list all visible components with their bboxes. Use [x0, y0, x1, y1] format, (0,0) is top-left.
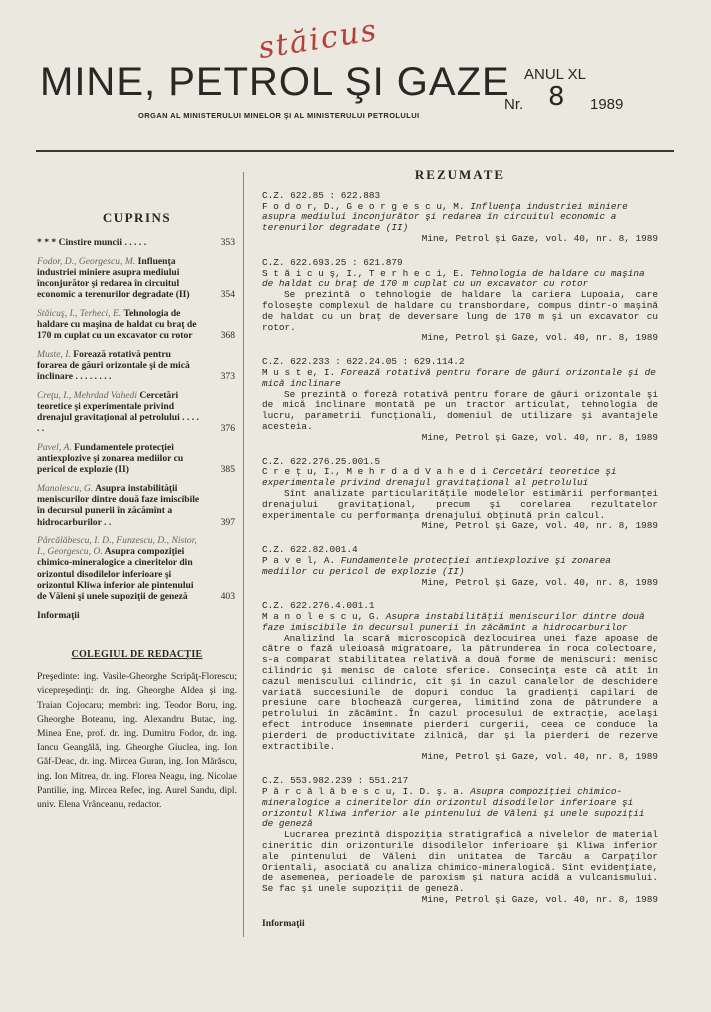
toc-item: [37, 483, 237, 528]
abstract-title: Influenţa industriei miniere asupra mediului înconjurător şi redarea în circuitul economic a terenurilor degradate (II): [262, 200, 628, 234]
right-column: [262, 167, 658, 930]
toc-title: Tehnologia de haldare cu maşina de haldat cu braţ de 170 m cuplat cu un excavator cu rotor: [37, 307, 197, 342]
abstract-summary: Se prezintă o foreză rotativă pentru forare de găuri orizontale şi de mică înclinare montată pe un tractor articulat, tehnologia de lucru, parametrii funcţionali, domeniul de utilizare şi avantajele acesteia.: [262, 388, 658, 432]
abstract-reference: Mine, Petrol şi Gaze, vol. 40, nr. 8, 1989: [421, 751, 658, 763]
toc-title: Asupra compoziţiei chimico-mineralogice a cineritelor din orizontul disodilelor inferioare şi orizontul Kliwa inferior ale pintenului de Văleni şi unele supoziţii de geneză: [37, 546, 194, 603]
informatii-label: Informaţii: [262, 917, 305, 929]
toc-author: Pârcălăbescu, I. D., Funzescu, D., Nistor, I., Georgescu, O.: [37, 534, 197, 558]
toc-title: Fundamentele protecţiei antiexplozive şi zonarea mediilor cu pericol de explozie (II): [37, 441, 184, 476]
toc-author: Pavel, A.: [37, 441, 72, 453]
toc-page: 368: [220, 330, 235, 342]
abstract-authors: C r e ţ u, I., M e h r d a d V a h e d i: [262, 466, 488, 478]
toc-page: 373: [220, 371, 235, 383]
abstracts-list: [262, 191, 658, 906]
abstract-entry: [262, 258, 658, 344]
toc-author: Stăicuş, I., Terheci, E.: [37, 307, 122, 319]
toc-page: 353: [220, 237, 235, 249]
abstract-summary: Analizînd la scară microscopică dezlocuirea unei faze apoase de către o fază uleioasă migratoare, la pătrunderea în roca colectoare, s-a comparat stabilitatea relativă a două forme de meniscuri: menisc cilindric şi menisc de calote sferice. Consecinţa este că atît în cazul meniscului cilindric, cît şi în cazul canalelor de deschidere variată succesiunile de dopuri conduc la gradienţi capilari de presiune care blochează curgerea, limitînd zona de pătrundere a petrolului în zăcămînt. În cazul procesului de extracţie, acelaşi efect introduce însemnate pierderi curgerii, ceea ce conduce la pierderi de productivitate zilnică, dar şi la pierderi de rezerve extractibile.: [262, 632, 658, 752]
colegiu-heading: COLEGIUL DE REDACŢIE: [71, 648, 203, 660]
journal-title: MINE, PETROL ŞI GAZE: [40, 60, 510, 104]
udc-code: C.Z. 622.85 : 622.883: [262, 189, 381, 201]
abstract-title: Cercetări teoretice şi experimentale privind drenajul gravitaţional al petrolului: [262, 466, 617, 489]
abstract-title: Asupra compoziţiei chimico-mineralogice a cineritelor din orizontul disodilelor inferioare şi orizontul Kliwa inferior ale pintenului de Văleni şi unele supoziţii de geneză: [262, 786, 645, 830]
toc-title: * * * Cinstire muncii . . . . .: [37, 237, 147, 249]
toc-title: Informaţii: [37, 609, 80, 621]
issue-year: 1989: [590, 96, 624, 113]
toc-page: 397: [220, 516, 235, 528]
rezumate-heading: REZUMATE: [414, 167, 506, 182]
abstract-authors: P a v e l, A.: [262, 554, 336, 566]
toc-page: 403: [220, 591, 235, 603]
abstract-title: Forează rotativă pentru forare de găuri orizontale şi de mică înclinare: [262, 366, 656, 389]
toc-author: Creţu, I., Mehrdad Vahedi: [37, 389, 138, 401]
abstract-title: Tehnologia de haldare cu maşina de haldat cu braţ de 170 m cuplat cu un excavator cu rotor: [262, 267, 645, 290]
udc-code: C.Z. 622.693.25 : 621.879: [262, 256, 403, 268]
abstract-authors: M a n o l e s c u, G.: [262, 611, 381, 623]
abstract-title: Fundamentele protecţiei antiexplozive şi zonarea mediilor cu pericol de explozie (II): [262, 554, 611, 577]
udc-code: C.Z. 622.276.4.001.1: [262, 600, 375, 612]
udc-code: C.Z. 622.276.25.001.5: [262, 455, 381, 467]
issue-label: Nr.: [504, 96, 524, 113]
toc-title: Asupra instabilităţii meniscurilor dintre două faze imiscibile în decursul punerii în zăcămînt a hidrocarburilor . .: [37, 482, 200, 528]
colegiu-text: Preşedinte: ing. Vasile-Gheorghe Scripăţ-Florescu; vicepreşedinţi: dr. ing. Gheorghe Aldea şi ing. Traian Cojocaru; membri: ing. Teodor Boru, ing. Gheorghe Boteanu, ing. Alexandru Butac, ing. Minea Ene, prof. dr. ing. Dumitru Fodor, dr. ing. Iancu Geangălă, ing. Gheorghe Giuclea, ing. Ion Gâf-Deac, dr. ing. Mircea Guran, ing. Ion Mărăscu, ing. Ion Mitrea, dr. ing. Florea Neagu, ing. Nicolae Pantilie, ing. Mircea Refec, ing. Aurel Sandu, dipl. univ. Elena Vrânceanu, redactor.: [37, 671, 237, 811]
column-divider: [243, 172, 244, 937]
abstract-authors: P ă r c ă l ă b e s c u, I. D. ş. a.: [262, 786, 465, 798]
toc-item: [37, 535, 237, 603]
table-of-contents: [37, 237, 237, 621]
toc-title: Forează rotativă pentru forarea de găuri orizontale şi de mică înclinare . . . . . . . .: [37, 348, 190, 383]
cuprins-heading: CUPRINS: [102, 210, 172, 225]
toc-item: [37, 308, 237, 342]
toc-author: Fodor, D., Georgescu, M.: [37, 255, 136, 267]
abstract-reference: Mine, Petrol şi Gaze, vol. 40, nr. 8, 1989: [421, 576, 658, 588]
issue-number: 8: [548, 82, 565, 112]
toc-page: 354: [220, 289, 235, 301]
left-column: [37, 200, 237, 812]
abstract-summary: Lucrarea prezintă dispoziţia stratigrafică a nivelelor de material cineritic din orizonturile disodilelor inferioare şi Kliwa inferior ale pintenului de Văleni din unitatea de Tarcău a Carpaţilor Orientali, asociată cu analiza chimico-mineralogică. Sînt evidenţiate, de asemenea, perioadele de paroxism şi natura acidă a vulcanismului. Se fac şi unele supoziţii de geneză.: [262, 829, 658, 895]
udc-code: C.Z. 622.82.001.4: [262, 544, 358, 556]
abstract-entry: [262, 357, 658, 443]
toc-title: Cercetări teoretice şi experimentale privind drenajul gravitaţional al petrolului . . . . . .: [37, 389, 199, 435]
abstract-reference: Mine, Petrol şi Gaze, vol. 40, nr. 8, 1989: [421, 232, 658, 244]
toc-item: [37, 237, 237, 248]
journal-subtitle: ORGAN AL MINISTERULUI MINELOR ŞI AL MINISTERULUI PETROLULUI: [138, 111, 420, 120]
abstract-entry: [262, 776, 658, 906]
abstract-entry: [262, 191, 658, 245]
header-rule: [36, 150, 674, 152]
toc-item: [37, 442, 237, 476]
abstract-summary: Sînt analizate particularităţile modelelor estimării performanţei drenajului gravitaţional, precum şi corelarea rezultatelor experimentale cu performanţa drenajului obţinută prin calcul.: [262, 487, 658, 521]
toc-title: Influenţa industriei miniere asupra mediului înconjurător şi redarea în circuitul economic a terenurilor degradate (II): [37, 255, 190, 301]
toc-page: 385: [220, 464, 235, 476]
abstract-reference: Mine, Petrol şi Gaze, vol. 40, nr. 8, 1989: [421, 894, 658, 906]
abstract-authors: F o d o r, D., G e o r g e s c u, M.: [262, 200, 465, 212]
abstract-reference: Mine, Petrol şi Gaze, vol. 40, nr. 8, 1989: [421, 431, 658, 443]
abstract-authors: S t ă i c u ş, I., T e r h e c i, E.: [262, 267, 465, 279]
toc-item: [37, 390, 237, 435]
abstract-entry: [262, 601, 658, 763]
abstract-authors: M u s t e, I.: [262, 366, 336, 378]
handwritten-signature: stăicus: [256, 12, 381, 67]
abstract-entry: [262, 457, 658, 533]
abstract-summary: Se prezintă o tehnologie de haldare la cariera Lupoaia, care foloseşte complexul de haldare cu transbordare, compus dintr-o maşină de haldat cu un braţ de deversare lung de 170 m şi un excavator cu rotor.: [262, 289, 658, 333]
udc-code: C.Z. 622.233 : 622.24.05 : 629.114.2: [262, 356, 465, 368]
udc-code: C.Z. 553.982.239 : 551.217: [262, 775, 409, 787]
toc-item: [37, 349, 237, 383]
toc-author: Muste, I.: [37, 348, 71, 360]
abstract-reference: Mine, Petrol şi Gaze, vol. 40, nr. 8, 1989: [421, 520, 658, 532]
toc-item: [37, 256, 237, 301]
toc-author: Manolescu, G.: [37, 482, 94, 494]
abstract-title: Asupra instabilităţii meniscurilor dintre două faze imiscibile în decursul punerii în zăcămînt a hidrocarburilor: [262, 611, 645, 633]
abstract-entry: [262, 545, 658, 588]
abstract-reference: Mine, Petrol şi Gaze, vol. 40, nr. 8, 1989: [421, 332, 658, 344]
toc-item: [37, 610, 237, 621]
toc-page: 376: [220, 423, 235, 435]
volume-label: ANUL XL: [524, 66, 586, 83]
